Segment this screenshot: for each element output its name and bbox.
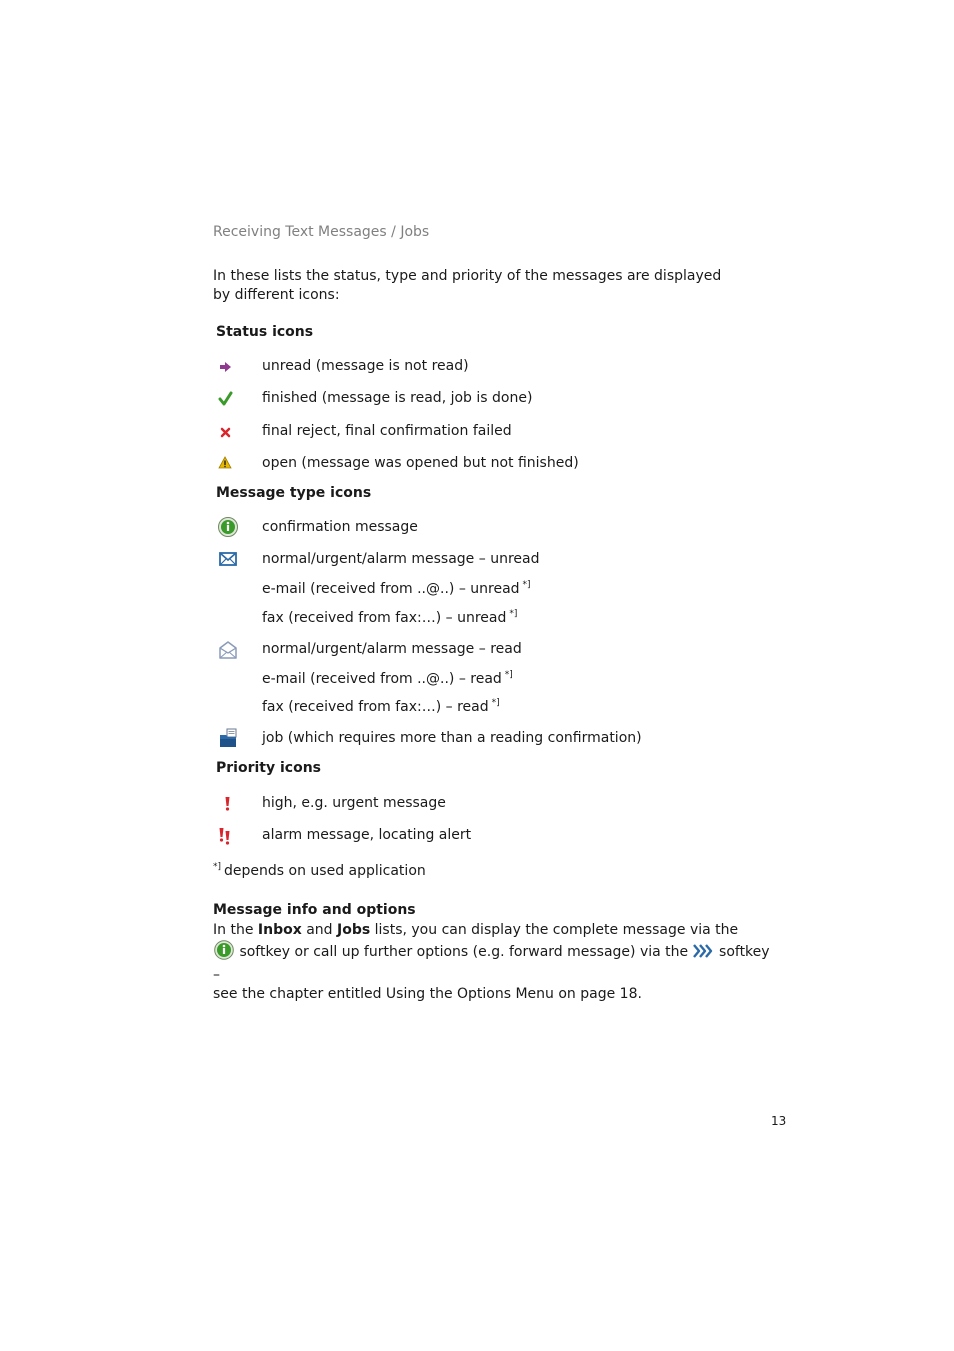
status-row-unread — [216, 356, 776, 378]
type-row-fax-read — [216, 696, 776, 718]
footnote-marker: *] — [213, 862, 222, 872]
status-label: final reject, final confirmation failed — [262, 423, 512, 439]
priority-label: alarm message, locating alert — [262, 827, 472, 843]
options-softkey-icon — [693, 942, 715, 966]
type-label: fax (received from fax:…) – unread *] — [262, 609, 518, 626]
message-info-heading: Message info and options — [213, 902, 416, 918]
open-envelope-icon — [216, 639, 242, 661]
info-softkey-icon — [213, 940, 235, 966]
footnote-marker: *] — [504, 670, 513, 680]
red-x-icon — [216, 421, 242, 443]
warning-triangle-icon — [216, 453, 242, 475]
type-row-email-read — [216, 668, 776, 690]
intro-paragraph: In these lists the status, type and priority of the messages are displayed by different icons: — [213, 268, 722, 303]
type-row-confirmation — [216, 517, 776, 539]
type-row-fax-unread — [216, 607, 776, 629]
priority-row-high — [216, 793, 776, 815]
type-label: job (which requires more than a reading confirmation) — [262, 730, 642, 746]
status-label: unread (message is not read) — [262, 358, 469, 374]
type-row-job — [216, 728, 776, 750]
job-icon — [216, 728, 242, 750]
type-row-unread-message — [216, 549, 776, 571]
jobs-term: Jobs — [337, 922, 371, 938]
footnote-marker: *] — [491, 698, 500, 708]
status-label: open (message was opened but not finished) — [262, 455, 579, 471]
footnote-marker: *] — [522, 580, 531, 590]
info-circle-icon — [216, 517, 242, 539]
closed-envelope-icon — [216, 549, 242, 571]
type-label: confirmation message — [262, 519, 418, 535]
arrow-right-icon — [216, 356, 242, 378]
inbox-term: Inbox — [257, 922, 302, 938]
type-row-read-message — [216, 639, 776, 661]
status-row-finished — [216, 388, 776, 410]
footnote-marker: *] — [509, 609, 518, 619]
page-number: 13 — [771, 1114, 787, 1128]
message-info-paragraph: In the Inbox and Jobs lists, you can display the complete message via the softkey or call up further options (e.g. forward message) via the softkey – see the chapter entitled Using the Options Menu on page 18. — [213, 922, 770, 1002]
status-icons-heading: Status icons — [216, 324, 314, 340]
type-label: normal/urgent/alarm message – read — [262, 641, 522, 657]
exclamation-icon — [216, 793, 242, 815]
priority-row-alarm — [216, 825, 776, 847]
type-label: e-mail (received from ..@..) – read *] — [262, 670, 513, 687]
footnote-text: depends on used application — [224, 863, 426, 879]
status-row-final-reject — [216, 421, 776, 443]
type-row-email-unread — [216, 578, 776, 600]
double-exclamation-icon — [216, 825, 242, 847]
priority-icons-heading: Priority icons — [216, 760, 321, 776]
priority-label: high, e.g. urgent message — [262, 795, 446, 811]
page-header: Receiving Text Messages / Jobs — [213, 224, 430, 240]
footnote — [213, 862, 426, 879]
type-label: normal/urgent/alarm message – unread — [262, 551, 540, 567]
type-label: fax (received from fax:…) – read *] — [262, 698, 500, 715]
status-label: finished (message is read, job is done) — [262, 390, 533, 406]
status-row-open — [216, 453, 776, 475]
message-type-icons-heading: Message type icons — [216, 485, 372, 501]
type-label: e-mail (received from ..@..) – unread *] — [262, 580, 531, 597]
checkmark-icon — [216, 388, 242, 410]
